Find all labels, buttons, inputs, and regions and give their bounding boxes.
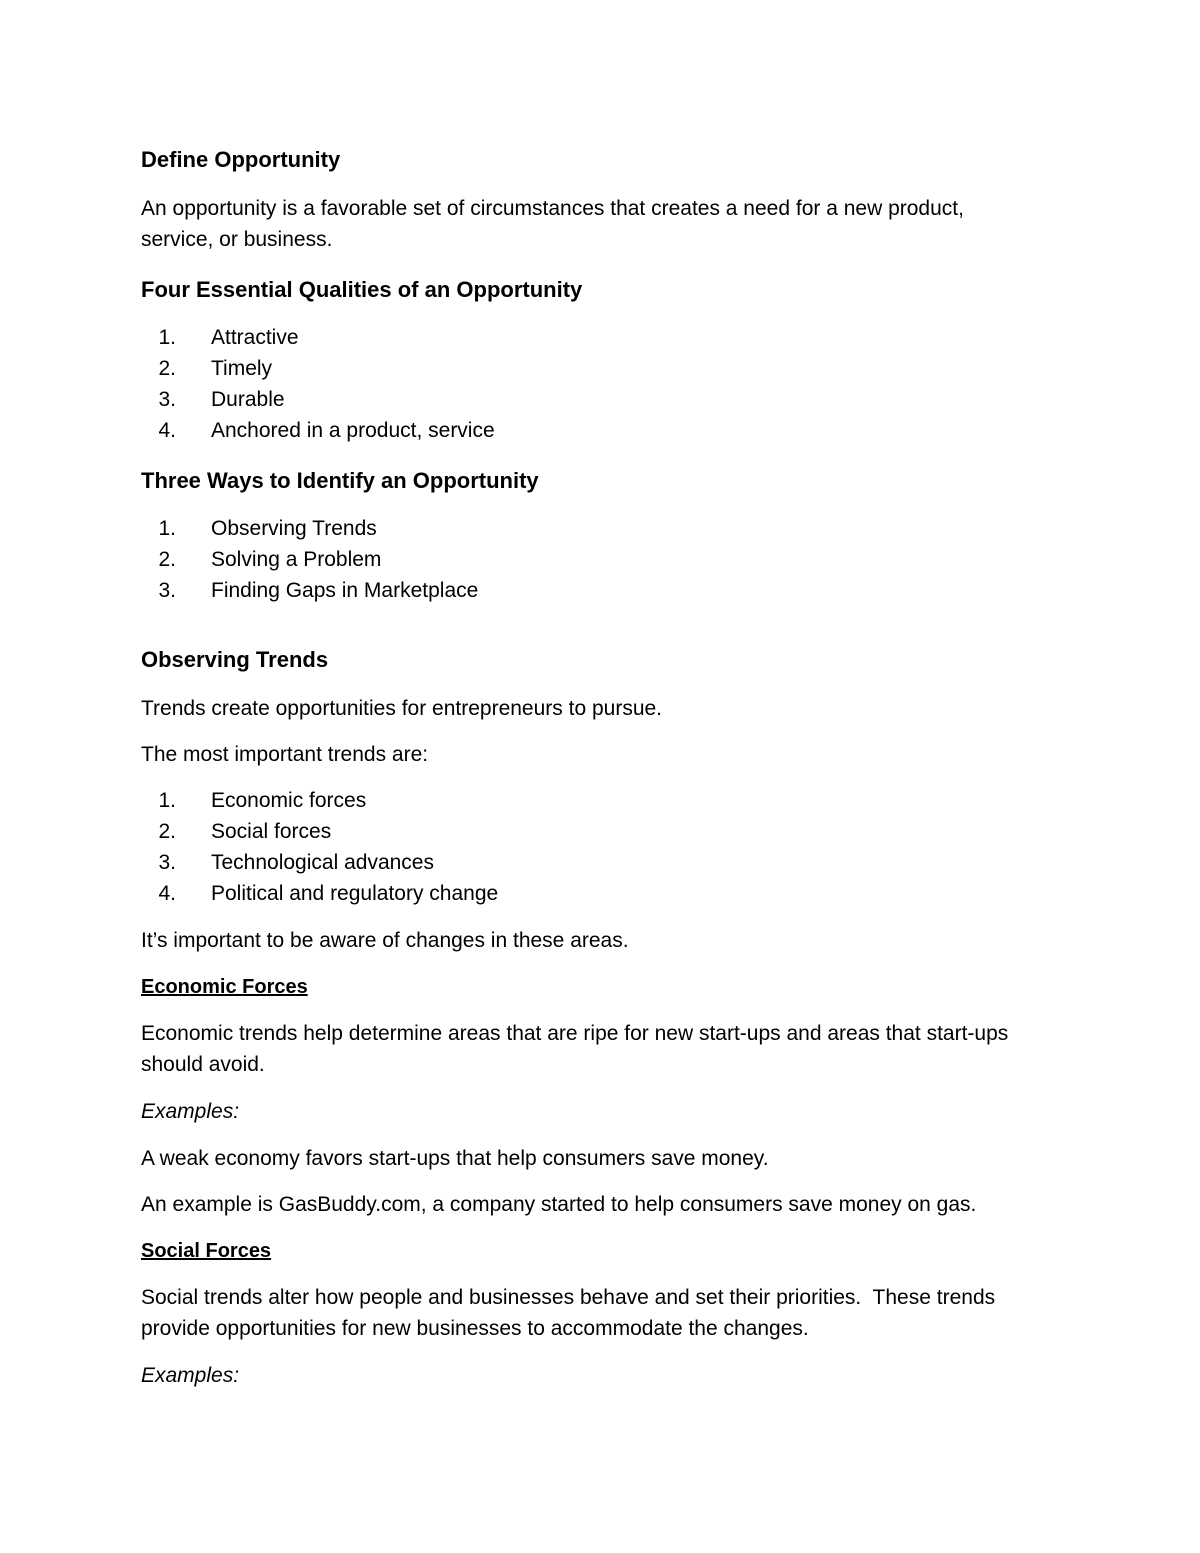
- heading-economic-forces: Economic Forces: [141, 976, 308, 998]
- heading-social-forces: Social Forces: [141, 1240, 272, 1262]
- list-item: 3. Finding Gaps in Marketplace: [158, 579, 479, 602]
- list-item: 3. Technological advances: [158, 851, 434, 874]
- list-item: 4. Political and regulatory change: [158, 882, 499, 905]
- economic-paragraph-line-2: should avoid.: [141, 1053, 265, 1076]
- list-item: 1. Economic forces: [158, 789, 367, 812]
- heading-four-qualities: Four Essential Qualities of an Opportunity: [141, 277, 583, 302]
- define-paragraph-line-2: service, or business.: [141, 228, 333, 251]
- heading-three-ways: Three Ways to Identify an Opportunity: [141, 468, 539, 493]
- trends-lead: The most important trends are:: [141, 743, 429, 766]
- economic-examples-label: Examples:: [141, 1100, 240, 1123]
- trends-note: It’s important to be aware of changes in these areas.: [141, 929, 629, 952]
- list-item: 2. Social forces: [158, 820, 332, 843]
- social-paragraph-line-2: provide opportunities for new businesses to accommodate the changes.: [141, 1317, 809, 1340]
- heading-define-opportunity: Define Opportunity: [141, 147, 341, 172]
- social-paragraph-line-1: Social trends alter how people and businesses behave and set their priorities. These trends: [141, 1286, 996, 1309]
- heading-observing-trends: Observing Trends: [141, 647, 329, 672]
- list-item: 4. Anchored in a product, service: [158, 419, 495, 442]
- list-item: 1. Observing Trends: [158, 517, 377, 540]
- list-item: 2. Timely: [158, 357, 273, 380]
- trends-intro: Trends create opportunities for entrepreneurs to pursue.: [141, 697, 663, 720]
- social-examples-label: Examples:: [141, 1364, 240, 1387]
- define-paragraph-line-1: An opportunity is a favorable set of circumstances that creates a need for a new product,: [141, 197, 964, 220]
- list-item: 1. Attractive: [158, 326, 299, 349]
- list-item: 3. Durable: [158, 388, 285, 411]
- list-item: 2. Solving a Problem: [158, 548, 382, 571]
- economic-paragraph-line-1: Economic trends help determine areas that are ripe for new start-ups and areas that start-ups: [141, 1022, 1009, 1045]
- economic-example-2: An example is GasBuddy.com, a company started to help consumers save money on gas.: [141, 1193, 977, 1216]
- economic-example-1: A weak economy favors start-ups that help consumers save money.: [141, 1147, 769, 1170]
